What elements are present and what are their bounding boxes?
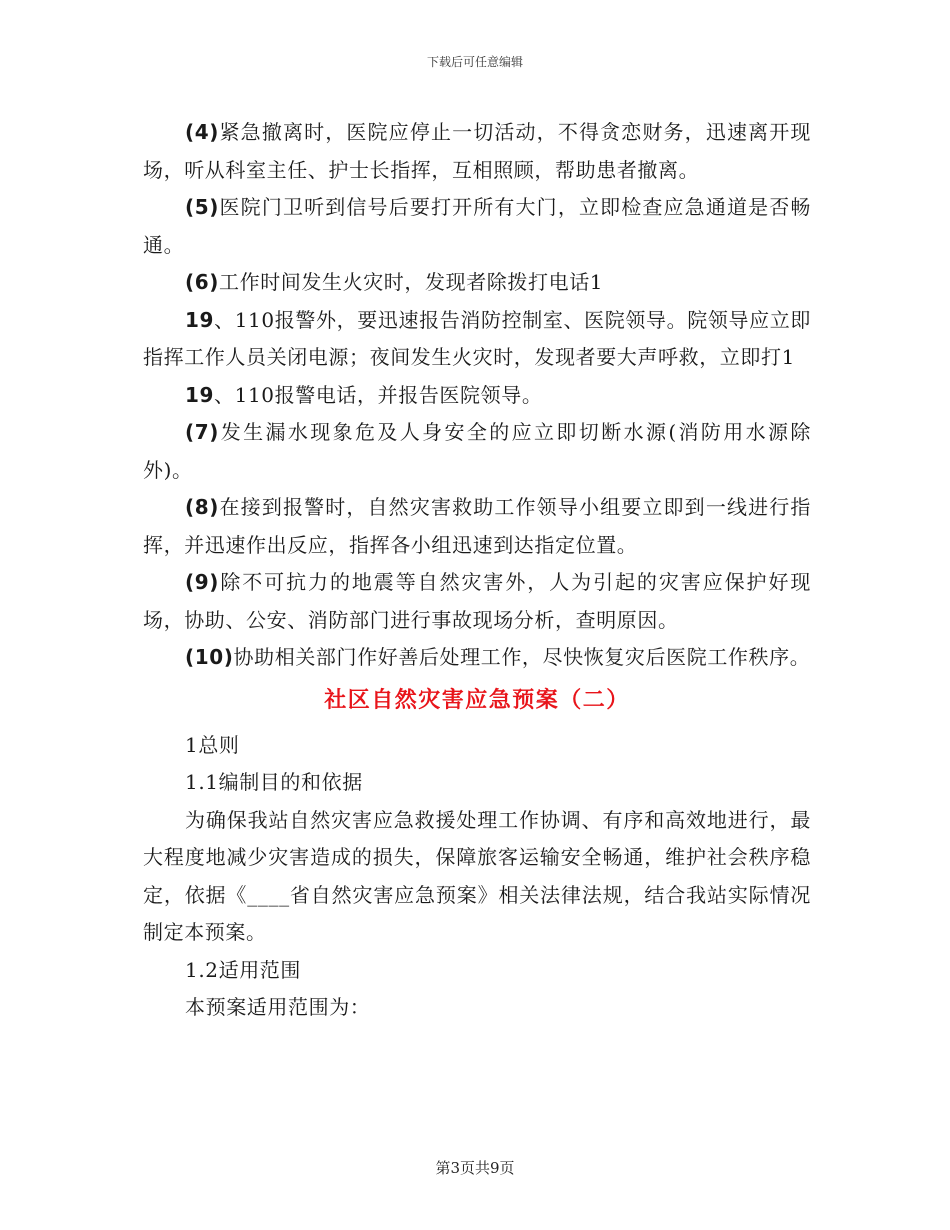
paragraph-text: 医院门卫听到信号后要打开所有大门，立即检查应急通道是否畅通。 — [143, 195, 811, 257]
paragraph-scope: 本预案适用范围为： — [185, 995, 371, 1019]
item-number: (7) — [185, 420, 219, 444]
item-number: (10) — [185, 645, 234, 669]
heading-general-principles: 1总则 — [185, 732, 240, 757]
paragraph-purpose: 为确保我站自然灾害应急救援处理工作协调、有序和高效地进行，最大程度地减少灾害造成的损失，保障旅客运输安全畅通，维护社会秩序稳定，依据《____省自然灾害应急预案》相关法律法规，结合我站实际情况制定本预案。 — [143, 807, 811, 944]
paragraph-text: 发生漏水现象危及人身安全的应立即切断水源(消防用水源除外)。 — [143, 420, 811, 482]
paragraph-text: 紧急撤离时，医院应停止一切活动，不得贪恋财务，迅速离开现场，听从科室主任、护士长指挥，互相照顾，帮助患者撤离。 — [143, 120, 811, 182]
paragraph-item-6-continued-2 — [143, 377, 811, 415]
paragraph-item-5 — [143, 189, 811, 264]
paragraph-text: 除不可抗力的地震等自然灾害外，人为引起的灾害应保护好现场，协助、公安、消防部门进行事故现场分析，查明原因。 — [143, 570, 811, 632]
item-number: 19 — [185, 382, 215, 407]
paragraph-text: 协助相关部门作好善后处理工作，尽快恢复灾后医院工作秩序。 — [233, 645, 811, 669]
heading-purpose-and-basis: 1.1编制目的和依据 — [185, 770, 363, 794]
paragraph-text: 在接到报警时，自然灾害救助工作领导小组要立即到一线进行指挥，并迅速作出反应，指挥各小组迅速到达指定位置。 — [143, 495, 811, 557]
page-header: 下载后可任意编辑 — [426, 55, 523, 69]
paragraph-text: 、110报警电话，并报告医院领导。 — [214, 382, 543, 407]
paragraph-text: 、110报警外，要迅速报告消防控制室、医院领导。院领导应立即指挥工作人员关闭电源；夜间发生火灾时，发现者要大声呼救，立即打1 — [143, 307, 811, 369]
item-number: 19 — [185, 307, 215, 332]
paragraph-item-6 — [143, 264, 811, 302]
paragraph-item-10 — [143, 639, 811, 677]
paragraph-item-6-continued — [143, 302, 811, 377]
paragraph-item-4 — [143, 114, 811, 189]
paragraph-item-7 — [143, 414, 811, 489]
page-number-footer: 第3页共9页 — [435, 1159, 515, 1177]
document-body — [143, 114, 811, 1027]
paragraph-text: 工作时间发生火灾时，发现者除拨打电话1 — [219, 270, 604, 294]
paragraph-item-9 — [143, 564, 811, 639]
item-number: (8) — [185, 495, 219, 519]
section-title: 社区自然灾害应急预案（二） — [324, 687, 630, 713]
heading-scope: 1.2适用范围 — [185, 957, 302, 982]
item-number: (4) — [185, 120, 219, 144]
paragraph-item-8 — [143, 489, 811, 564]
item-number: (9) — [185, 570, 219, 594]
item-number: (5) — [185, 195, 219, 219]
item-number: (6) — [185, 270, 219, 294]
